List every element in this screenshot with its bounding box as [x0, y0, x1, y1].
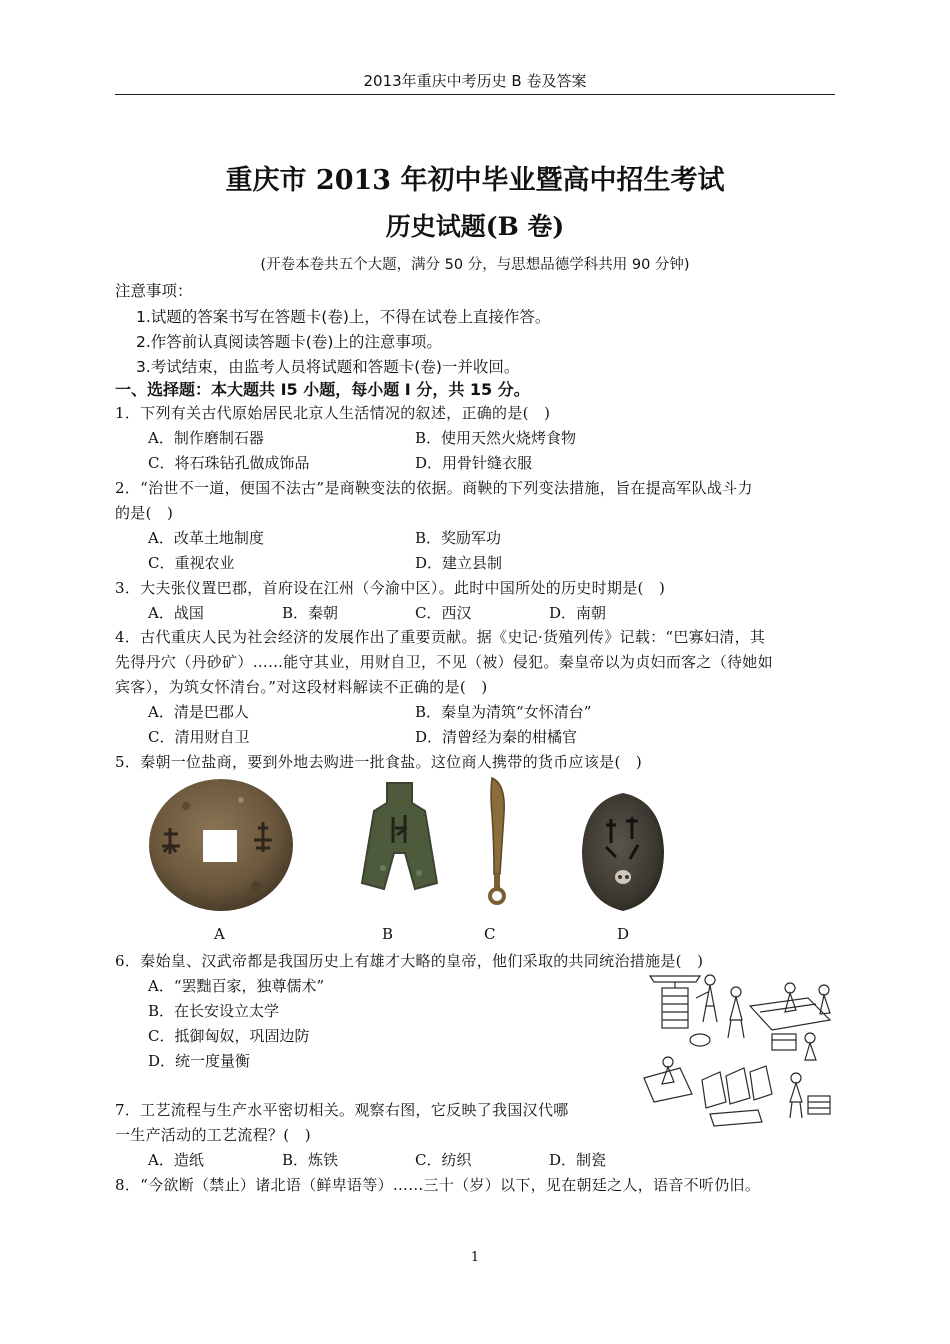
question-3-option-a: A．战国 [148, 604, 204, 622]
question-4-stem-cont-1: 先得丹穴（丹砂矿）……能守其业，用财自卫，不见（被）侵犯。秦皇帝以为贞妇而客之（待她如 [115, 653, 773, 671]
question-6-option-d: D．统一度量衡 [148, 1052, 251, 1070]
question-3-option-c: C．西汉 [415, 604, 472, 622]
exam-instructions-subtitle: (开卷本卷共五个大题，满分 50 分，与思想品德学科共用 90 分钟) [260, 257, 690, 273]
section-heading-choice: 一、选择题：本大题共 I5 小题，每小题 I 分，共 15 分。 [115, 380, 530, 399]
question-7-option-a: A．造纸 [148, 1151, 204, 1169]
question-7-stem: 7．工艺流程与生产水平密切相关。观察右图，它反映了我国汉代哪 [115, 1101, 569, 1119]
notice-item-1: 1.试题的答案书写在答题卡(卷)上，不得在试卷上直接作答。 [136, 308, 551, 326]
question-5-stem: 5．秦朝一位盐商，要到外地去购进一批食盐。这位商人携带的货币应该是( ) [115, 753, 643, 771]
question-2-option-a: A．改革土地制度 [148, 529, 264, 547]
question-1-option-d: D．用骨针缝衣服 [415, 454, 533, 472]
question-1-option-a: A．制作磨制石器 [148, 429, 264, 447]
question-7-option-d: D．制瓷 [549, 1151, 607, 1169]
question-4-option-d: D．清曾经为秦的柑橘官 [415, 728, 578, 746]
coin-label-b: B [382, 925, 394, 943]
exam-subject-title: 历史试题(B 卷) [385, 212, 565, 241]
header-rule [115, 94, 835, 95]
papermaking-process-illustration [640, 968, 838, 1128]
question-6-option-c: C．抵御匈奴，巩固边防 [148, 1027, 310, 1045]
question-7-option-b: B．炼铁 [282, 1151, 339, 1169]
question-4-stem: 4．古代重庆人民为社会经济的发展作出了重要贡献。据《史记·货殖列传》记载：“巴寡妇清，其 [115, 628, 766, 646]
banliang-coin-image [146, 776, 296, 914]
question-1-stem: 1．下列有关古代原始居民北京人生活情况的叙述，正确的是( ) [115, 404, 551, 422]
coin-label-c: C [484, 925, 496, 943]
question-4-stem-cont-2: 宾客），为筑女怀清台。”对这段材料解读不正确的是( ) [115, 678, 488, 696]
question-7-option-c: C．纺织 [415, 1151, 472, 1169]
question-6-option-b: B．在长安设立太学 [148, 1002, 280, 1020]
question-2-option-d: D．建立县制 [415, 554, 503, 572]
question-6-option-a: A．“罢黜百家，独尊儒术” [148, 977, 325, 995]
question-2-option-c: C．重视农业 [148, 554, 235, 572]
question-1-option-b: B．使用天然火烧烤食物 [415, 429, 577, 447]
running-header: 2013年重庆中考历史 B 卷及答案 [363, 72, 587, 90]
exam-title: 重庆市 2013 年初中毕业暨高中招生考试 [225, 165, 725, 196]
question-2-option-b: B．奖励军功 [415, 529, 502, 547]
question-7-stem-cont: 一生产活动的工艺流程？( ) [115, 1126, 311, 1144]
question-4-option-c: C．清用财自卫 [148, 728, 250, 746]
notice-item-3: 3.考试结束，由监考人员将试题和答题卡(卷)一并收回。 [136, 358, 520, 376]
question-6-stem: 6．秦始皇、汉武帝都是我国历史上有雄才大略的皇帝，他们采取的共同统治措施是( ) [115, 952, 704, 970]
question-1-option-c: C．将石珠钻孔做成饰品 [148, 454, 310, 472]
question-2-stem: 2．“治世不一道，便国不法古”是商鞅变法的依据。商鞅的下列变法措施，旨在提高军队战斗力 [115, 479, 753, 497]
question-3-option-b: B．秦朝 [282, 604, 339, 622]
spade-money-image [357, 783, 442, 893]
knife-money-image [478, 774, 518, 909]
question-4-option-b: B．秦皇为清筑“女怀清台” [415, 703, 592, 721]
question-8-stem: 8．“今欲断（禁止）诸北语（鲜卑语等）……三十（岁）以下，见在朝廷之人，语音不听仍旧。 [115, 1176, 761, 1194]
question-4-option-a: A．清是巴郡人 [148, 703, 249, 721]
page-number: 1 [470, 1250, 480, 1265]
coin-label-d: D [617, 925, 630, 943]
notice-heading: 注意事项： [115, 282, 193, 300]
coin-label-a: A [214, 925, 225, 943]
question-2-stem-cont: 的是( ) [115, 504, 174, 522]
notice-item-2: 2.作答前认真阅读答题卡(卷)上的注意事项。 [136, 333, 442, 351]
ant-nose-money-image [580, 791, 666, 913]
question-3-option-d: D．南朝 [549, 604, 607, 622]
question-3-stem: 3．大夫张仪置巴郡，首府设在江州（今渝中区）。此时中国所处的历史时期是( ) [115, 579, 666, 597]
